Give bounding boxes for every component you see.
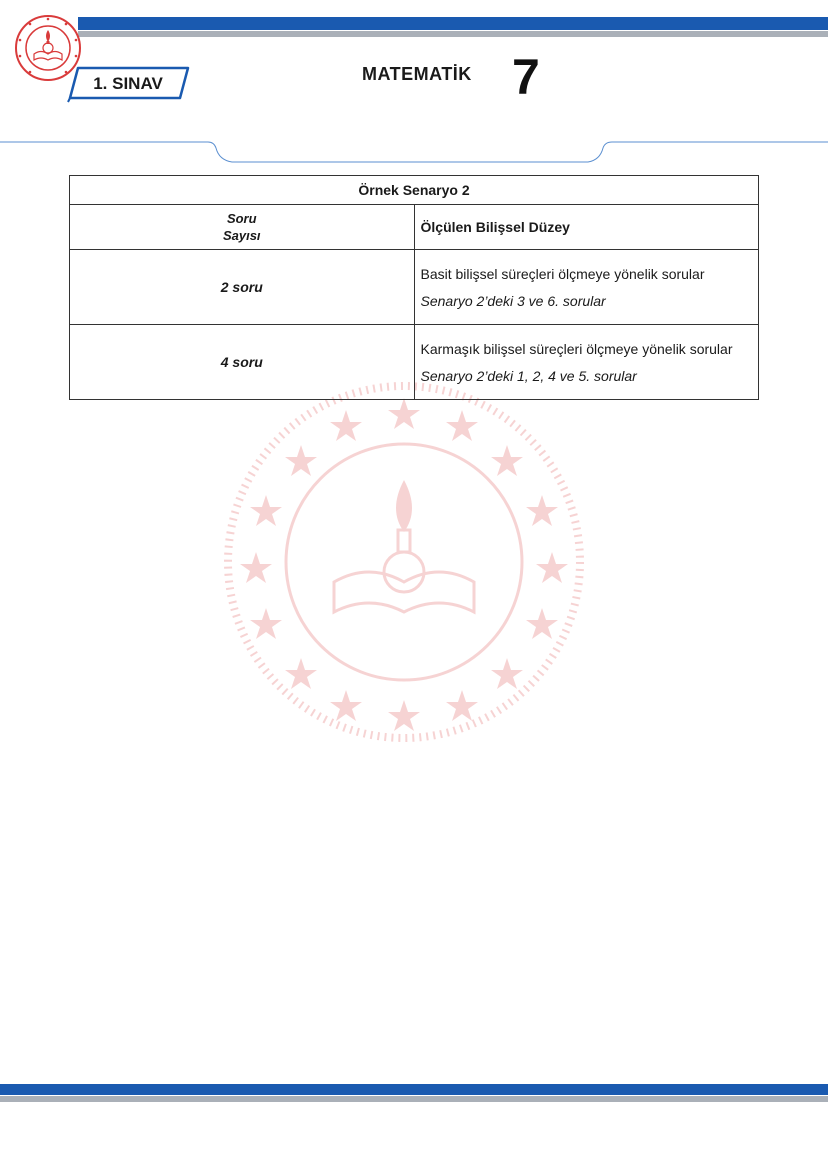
scenario-title-row: [70, 176, 759, 205]
ministry-watermark-icon: [222, 380, 586, 744]
scenario-title: Örnek Senaryo 2: [70, 176, 759, 205]
cognitive-level-description: Basit bilişsel süreçleri ölçmeye yönelik sorular: [420, 265, 705, 282]
cognitive-level-cell: [414, 250, 759, 325]
top-accent-bar: [78, 17, 828, 30]
question-count: 4 soru: [70, 325, 415, 400]
cognitive-level-detail: Senaryo 2’deki 3 ve 6. sorular: [420, 292, 606, 309]
cognitive-level-description: Karmaşık bilişsel süreçleri ölçmeye yönelik sorular: [420, 340, 733, 357]
table-row: [70, 250, 759, 325]
question-count-header-line1: Soru: [226, 211, 257, 226]
cognitive-level-cell: [414, 325, 759, 400]
cognitive-level-detail: Senaryo 2’deki 1, 2, 4 ve 5. sorular: [420, 367, 637, 384]
question-count-header-line2: Sayısı: [222, 228, 261, 243]
scenario-table: [69, 175, 759, 400]
table-row: [70, 325, 759, 400]
grade-number: 7: [512, 49, 540, 105]
top-accent-bar-gray: [78, 31, 828, 37]
bottom-accent-bar: [0, 1084, 828, 1095]
question-count: 2 soru: [70, 250, 415, 325]
bottom-accent-bar-gray: [0, 1096, 828, 1102]
exam-label: 1. SINAV: [93, 74, 163, 93]
cognitive-level-header: Ölçülen Bilişsel Düzey: [414, 205, 759, 250]
question-count-header: [70, 205, 415, 250]
table-header-row: [70, 205, 759, 250]
header-divider-line: [0, 130, 828, 170]
subject-title: MATEMATİK: [362, 64, 472, 84]
